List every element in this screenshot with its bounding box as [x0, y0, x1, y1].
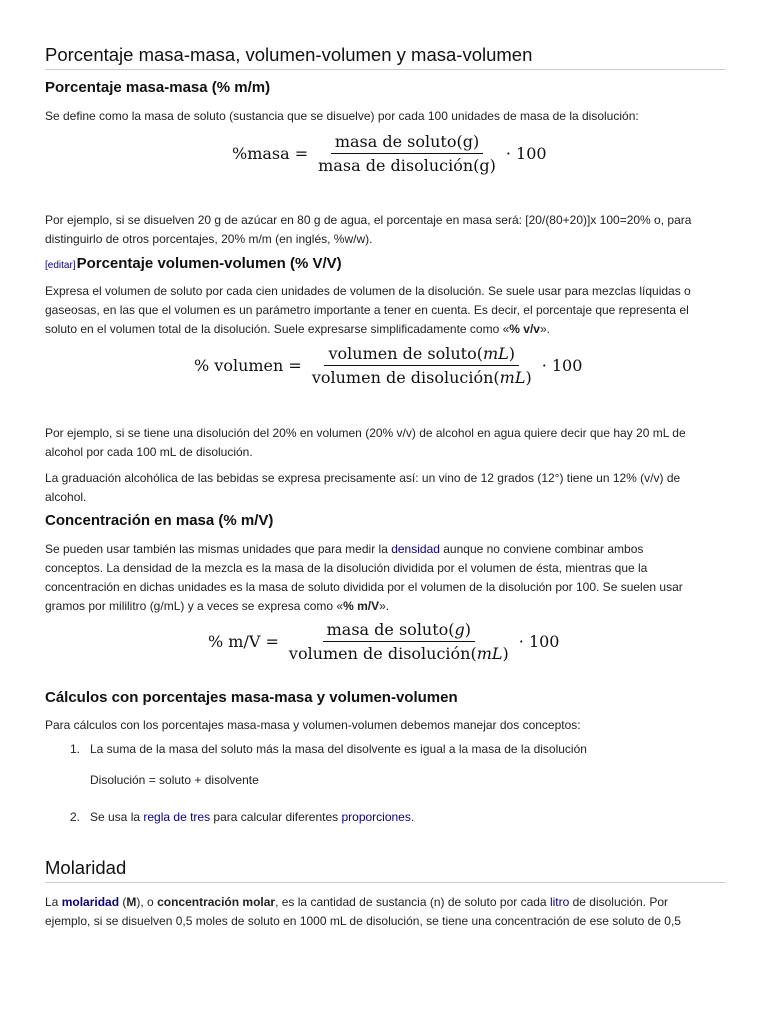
vv-p2-line1: Por ejemplo, si se tiene una disolución del 20% en volumen (20% v/v) de alcohol en agua quiere decir que hay 20 mL de [45, 426, 686, 440]
densidad-link[interactable]: densidad [391, 542, 440, 556]
list-text: La suma de la masa del soluto más la masa del disolvente es igual a la masa de la disolución [90, 742, 587, 756]
text-span: para calcular diferentes [210, 810, 342, 824]
formula-numerator [324, 344, 519, 366]
formula-numerator [323, 620, 475, 642]
heading-text: Porcentaje volumen-volumen (% V/V) [76, 255, 342, 272]
text-span: de disolución. Por [569, 895, 669, 909]
text-span: ». [539, 322, 550, 336]
text-span: ), o [136, 895, 158, 909]
formula-denominator [285, 642, 513, 663]
mm-definition: Se define como la masa de soluto (sustancia que se disuelve) por cada 100 unidades de masa de la disolución: [45, 109, 639, 123]
text-span: volumen de disolución( [311, 368, 500, 387]
text-span: volumen de soluto( [328, 344, 483, 363]
formula-masa-masa [232, 132, 547, 175]
vv-p3-line1: La graduación alcohólica de las bebidas se expresa precisamente así: un vino de 12 grados (12°) tiene un 12% (v/v) de [45, 471, 681, 485]
list-number: 2. [70, 810, 81, 824]
list-text [90, 810, 414, 824]
vv-p2-line2: alcohol por cada 100 mL de disolución. [45, 445, 253, 459]
text-span: La [45, 895, 62, 909]
vv-p3-line2: alcohol. [45, 490, 87, 504]
text-span: masa de soluto( [326, 620, 455, 639]
formula-lhs: % m/V = [208, 632, 279, 651]
formula-factor: · 100 [541, 356, 583, 375]
heading-porcentaje-volumen-volumen [45, 255, 342, 272]
bold-term: % m/V [343, 599, 380, 613]
text-span: . [410, 810, 415, 824]
text-span: ». [379, 599, 390, 613]
formula-factor: · 100 [518, 632, 560, 651]
text-span: Se usa la [90, 810, 144, 824]
formula-masa-volumen [208, 620, 559, 663]
formula-variable: mL [482, 344, 509, 363]
heading-concentracion-en-masa: Concentración en masa (% m/V) [45, 512, 274, 529]
text-span: aunque no conviene combinar ambos [439, 542, 644, 556]
bold-term: % v/v [509, 322, 540, 336]
section-title-porcentajes: Porcentaje masa-masa, volumen-volumen y masa-volumen [45, 44, 725, 70]
mv-p1-line3: concentración en dichas unidades es la masa de soluto dividida por el volumen de la disolución por 100. Se suelen usar [45, 580, 683, 594]
formula-lhs: %masa = [232, 144, 309, 163]
formula-fraction [308, 344, 536, 387]
proporciones-link[interactable]: proporciones [341, 810, 411, 824]
formula-fraction [285, 620, 513, 663]
formula-variable: mL [476, 644, 503, 663]
litro-link[interactable]: litro [549, 895, 570, 909]
text-span: soluto en el volumen total de la disolución. Suele expresarse simplificadamente como « [45, 322, 510, 336]
bold-term: M [126, 895, 137, 909]
formula-numerator: masa de soluto(g) [331, 132, 483, 154]
calc-intro: Para cálculos con los porcentajes masa-masa y volumen-volumen debemos manejar dos conceptos: [45, 718, 581, 732]
text-span: , es la cantidad de sustancia (n) de soluto por cada [275, 895, 550, 909]
mv-p1-line4 [45, 597, 725, 616]
heading-calculos: Cálculos con porcentajes masa-masa y volumen-volumen [45, 689, 458, 706]
vv-p1-line2: gaseosas, en las que el volumen es un parámetro importante a tener en cuenta. Es decir, el porcentaje que representa el [45, 303, 689, 317]
edit-link[interactable]: [editar] [45, 260, 76, 271]
molaridad-link[interactable]: molaridad [61, 895, 120, 909]
formula-denominator: masa de disolución(g) [318, 156, 496, 175]
section-title-molaridad: Molaridad [45, 857, 725, 883]
text-span: ) [502, 644, 509, 663]
formula-factor: · 100 [505, 144, 547, 163]
formula-variable: g [454, 620, 465, 639]
bold-term: concentración molar [157, 895, 276, 909]
mm-example-line1: Por ejemplo, si se disuelven 20 g de azúcar en 80 g de agua, el porcentaje en masa será: [20/(80+20)]x 100=20% o, para [45, 213, 692, 227]
vv-p1-line1: Expresa el volumen de soluto por cada cien unidades de volumen de la disolución. Se suele usar para mezclas líquidas o [45, 284, 691, 298]
text-span: ) [464, 620, 472, 639]
formula-denominator [308, 366, 536, 387]
text-span: volumen de disolución( [288, 644, 477, 663]
formula-variable: mL [499, 368, 526, 387]
formula-lhs: % volumen = [194, 356, 302, 375]
regla-de-tres-link[interactable]: regla de tres [143, 810, 211, 824]
vv-p1-line3 [45, 320, 725, 339]
list-subtext: Disolución = soluto + disolvente [90, 773, 259, 787]
text-span: ) [525, 368, 532, 387]
mv-p1-line2: conceptos. La densidad de la mezcla es la masa de la disolución dividida por el volumen de ésta, mientras que la [45, 561, 648, 575]
molaridad-line2: ejemplo, si se disuelven 0,5 moles de soluto en 1000 mL de disolución, se tiene una concentración de ese soluto de 0,5 [45, 914, 681, 928]
list-number: 1. [70, 742, 81, 756]
text-span: ) [508, 344, 516, 363]
text-span: gramos por mililitro (g/mL) y a veces se expresa como « [45, 599, 344, 613]
text-span: Se pueden usar también las mismas unidades que para medir la [45, 542, 392, 556]
molaridad-line1 [45, 893, 725, 912]
mm-example-line2: distinguirlo de otros porcentajes, 20% m/m (en inglés, %w/w). [45, 232, 373, 246]
text-span: ( [119, 895, 127, 909]
formula-volumen-volumen [194, 344, 582, 387]
formula-fraction [314, 132, 500, 175]
heading-porcentaje-masa-masa: Porcentaje masa-masa (% m/m) [45, 79, 271, 96]
mv-p1-line1 [45, 540, 725, 559]
